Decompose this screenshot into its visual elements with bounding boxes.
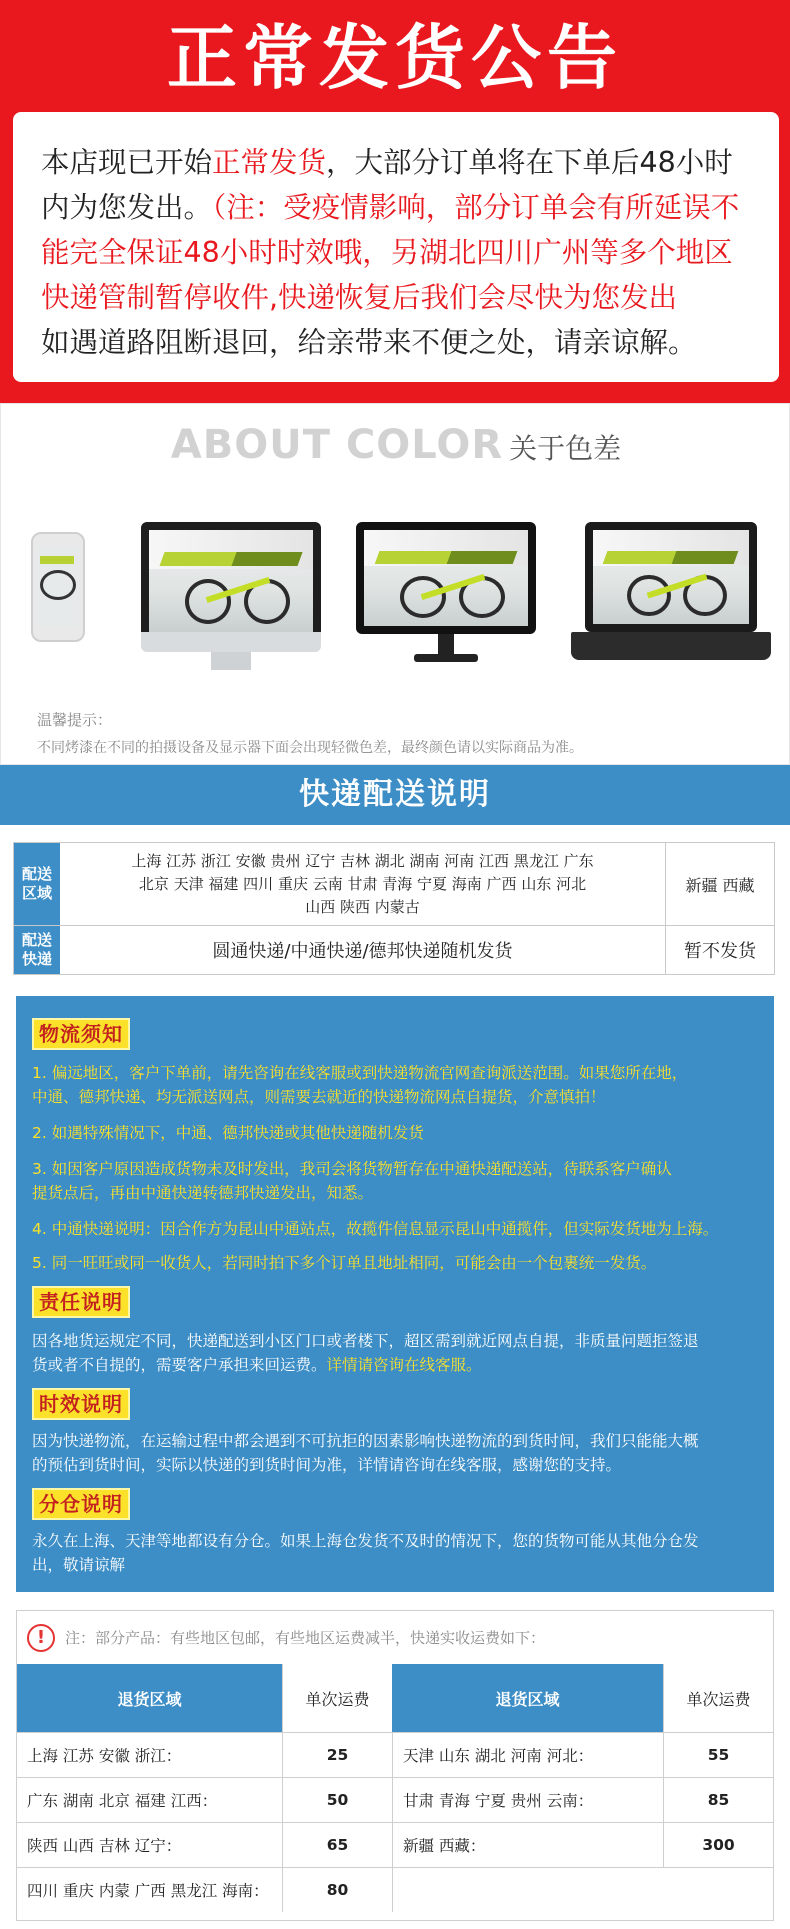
fee-note [17,1611,773,1664]
about-title-cn: 关于色差 [509,432,622,465]
courier-row-label: 配送快递 [14,926,60,974]
fee-row-amount: 65 [282,1822,392,1867]
laptop-image [571,522,771,672]
fee-row-amount: 50 [282,1777,392,1822]
logistics-note-2: 2. 如遇特殊情况下，中通、德邦快递或其他快递随机发货 [32,1124,424,1142]
logistics-note-5: 5. 同一旺旺或同一收货人，若同时拍下多个订单且地址相同，可能会由一个包裹统一发货。 [32,1254,657,1272]
excluded-regions: 新疆 西藏 [685,875,755,895]
logistics-info-box [16,996,774,1592]
timeliness-text-2: 的预估到货时间，实际以快递的到货时间为准，详情请咨询在线客服，感谢您的支持。 [32,1456,622,1474]
fee-row-amount: 85 [663,1777,773,1822]
about-color-section [0,403,790,765]
about-title-en: ABOUT COLOR [170,422,504,468]
fee-row-region: 甘肃 青海 宁夏 贵州 云南： [392,1777,663,1822]
notice-title: 正常发货公告 [167,17,623,99]
shipping-table [13,842,775,975]
imac-image [141,522,321,672]
fee-row-region: 四川 重庆 内蒙 广西 黑龙江 海南： [17,1867,282,1912]
right-region-header: 退货区域 [392,1664,663,1732]
fee-row-region: 天津 山东 湖北 河南 河北： [392,1732,663,1777]
tip-label: 温馨提示： [37,711,113,729]
warehouse-tag: 分仓说明 [32,1488,130,1520]
fee-row-region: 上海 江苏 安徽 浙江： [17,1732,282,1777]
fee-row-amount: 25 [282,1732,392,1777]
regions-line-1: 上海 江苏 浙江 安徽 贵州 辽宁 吉林 湖北 湖南 河南 江西 黑龙江 广东 [131,852,594,870]
responsibility-consult-link[interactable]: 详情请咨询在线客服。 [326,1356,482,1374]
region-row-label: 配送区域 [14,843,60,925]
responsibility-text-2 [32,1352,762,1378]
fee-row-region: 广东 湖南 北京 福建 江西： [17,1777,282,1822]
logistics-note-1a: 1. 偏远地区，客户下单前，请先咨询在线客服或到快递物流官网查询派送范围。如果您所在地， [32,1064,688,1082]
responsibility-tag: 责任说明 [32,1286,130,1318]
right-fee-header: 单次运费 [663,1664,773,1732]
shipping-courier-row [14,926,774,974]
smartphone-image [31,532,85,642]
left-region-header: 退货区域 [17,1664,282,1732]
about-color-title [1,422,790,468]
regions-line-3: 山西 陕西 内蒙古 [305,898,420,916]
notice-p1-rest: ，大部分订单将在下单后48小时内为您发出。 [41,146,733,224]
fee-row-amount: 55 [663,1732,773,1777]
fee-row-amount: 80 [282,1867,392,1912]
logistics-note-3b: 提货点后，再由中通快递转德邦快递发出，知悉。 [32,1184,374,1202]
courier-list: 圆通快递/中通快递/德邦快递随机发货 [60,926,666,974]
fee-row-region: 新疆 西藏： [392,1822,663,1867]
tip-text: 不同烤漆在不同的拍摄设备及显示器下面会出现轻微色差，最终颜色请以实际商品为准。 [37,740,583,756]
timeliness-tag: 时效说明 [32,1388,130,1420]
fee-note-text: 注：部分产品：有些地区包邮，有些地区运费减半，快递实收运费如下： [65,1629,546,1647]
fee-row-empty [392,1867,773,1912]
regions-line-2: 北京 天津 福建 四川 重庆 云南 甘肃 青海 宁夏 海南 广西 山东 河北 [138,875,587,893]
shipping-region-row [14,843,774,925]
left-fee-header: 单次运费 [282,1664,392,1732]
device-comparison-illustration [31,512,771,672]
fee-row-region: 陕西 山西 吉林 辽宁： [17,1822,282,1867]
responsibility-text-1: 因各地货运规定不同，快递配送到小区门口或者楼下，超区需到就近网点自提，非质量问题拒签退 [32,1332,699,1350]
warehouse-text-1: 永久在上海、天津等地都设有分仓。如果上海仓发货不及时的情况下，您的货物可能从其他分仓发 [32,1532,699,1550]
warehouse-text-2: 出，敬请谅解 [32,1556,126,1574]
logistics-note-1b: 中通、德邦快递、均无派送网点，则需要去就近的快递物流网点自提货，介意慎拍！ [32,1088,606,1106]
logistics-notes-tag: 物流须知 [32,1018,130,1050]
warning-icon: ! [27,1624,55,1652]
supported-regions [60,843,666,925]
logistics-note-4: 4. 中通快递说明：因合作方为昆山中通站点，故揽件信息显示昆山中通揽件，但实际发货地为上海。 [32,1220,719,1238]
logistics-note-3a: 3. 如因客户原因造成货物未及时发出，我司会将货物暂存在中通快递配送站，待联系客户确认 [32,1160,672,1178]
return-fee-table [16,1610,774,1921]
notice-card [13,112,779,382]
shipping-notice-banner [0,0,790,403]
no-ship-status: 暂不发货 [684,941,756,962]
notice-p1-highlight: 正常发货 [212,146,327,179]
notice-epidemic-note: （注：受疫情影响，部分订单会有所延误不能完全保证48小时时效哦，另湖北四川广州等多个地区快递管制暂停收件,快递恢复后我们会尽快为您发出 [41,191,740,314]
monitor-image [356,522,536,672]
notice-text [41,140,755,320]
responsibility-text-2a: 货或者不自提的，需要客户承担来回运费。 [32,1356,327,1374]
notice-apology: 如遇道路阻断退回，给亲带来不便之处，请亲谅解。 [41,326,697,359]
timeliness-text-1: 因为快递物流，在运输过程中都会遇到不可抗拒的因素影响快递物流的到货时间，我们只能能大概 [32,1432,699,1450]
notice-p1: 本店现已开始 [41,146,213,179]
shipping-section-header: 快递配送说明 [0,765,790,825]
fee-row-amount: 300 [663,1822,773,1867]
